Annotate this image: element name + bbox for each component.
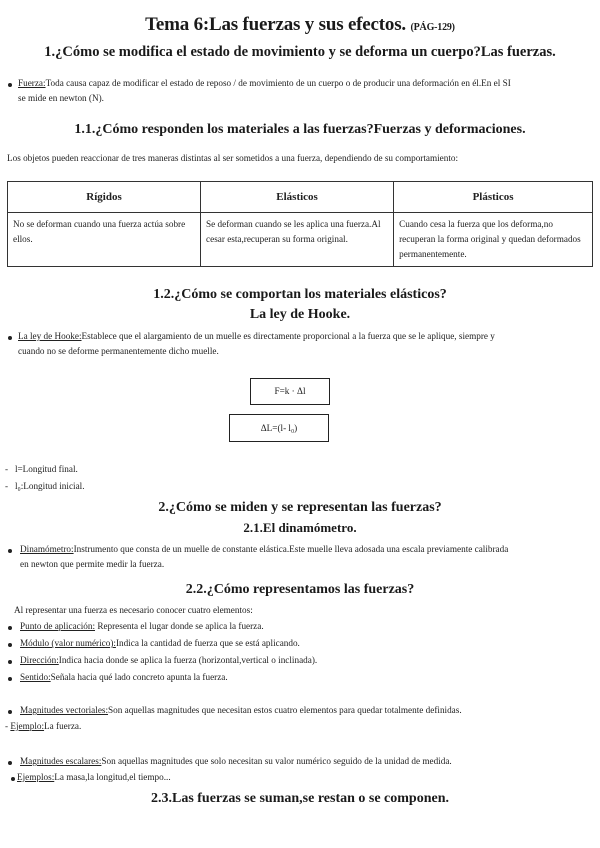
page-title (0, 14, 600, 36)
escalares-example (17, 770, 171, 785)
bullet-icon (8, 643, 12, 647)
table-cell: No se deforman cuando una fuerza actúa sobre ellos. (8, 213, 201, 267)
escalares-example-term: Ejemplos: (17, 772, 55, 782)
element-item (20, 670, 228, 685)
hooke-text-line1: Establece que el alargamiento de un muelle es directamente proporcional a la fuerza que se le aplique, siempre y (81, 331, 495, 341)
table-header: Elásticos (201, 182, 394, 213)
fuerza-text-line2: se mide en newton (N). (18, 93, 104, 103)
vectoriales-example: - Ejemplo:La fuerza. (5, 721, 82, 731)
page-reference: (PÁG-129) (410, 22, 455, 33)
section-1-heading: 1.¿Cómo se modifica el estado de movimiento y se deforma un cuerpo?Las fuerzas. (44, 44, 556, 60)
element-text: Indica la cantidad de fuerza que se está aplicando. (115, 638, 300, 648)
dinamometro-definition (20, 542, 595, 572)
table-cell: Cuando cesa la fuerza que los deforma,no recuperan la forma original y quedan deformados permanentemente. (394, 213, 593, 267)
def-final-length: - l=Longitud final. (5, 464, 78, 474)
bullet-icon (8, 549, 12, 553)
element-term: Sentido: (20, 672, 51, 682)
vectoriales-example-term: Ejemplo: (10, 721, 45, 731)
elements-intro: Al representar una fuerza es necesario conocer cuatro elementos: (14, 605, 253, 615)
bullet-icon (8, 761, 12, 765)
vectoriales-definition (20, 703, 462, 718)
element-term: Dirección: (20, 655, 59, 665)
table-header-row (8, 182, 593, 213)
table-header: Rígidos (8, 182, 201, 213)
section-2-3-heading: 2.3.Las fuerzas se suman,se restan o se componen. (150, 791, 449, 806)
table-header: Plásticos (394, 182, 593, 213)
bullet-icon (8, 710, 12, 714)
section-1-2-heading: 1.2.¿Cómo se comportan los materiales elásticos? (153, 287, 447, 302)
dinamometro-term: Dinamómetro: (20, 544, 74, 554)
title-main: Tema 6:Las fuerzas y sus efectos. (145, 14, 406, 35)
def-initial-length-text: l₀:Longitud inicial. (14, 481, 85, 491)
vectoriales-example-text: La fuerza. (44, 721, 82, 731)
escalares-text: Son aquellas magnitudes que solo necesitan su valor numérico seguido de la unidad de medida. (101, 756, 452, 766)
element-text: Señala hacia qué lado concreto apunta la fuerza. (50, 672, 228, 682)
materials-intro: Los objetos pueden reaccionar de tres maneras distintas al ser sometidos a una fuerza, dependiendo de su comportamiento: (7, 153, 459, 163)
bullet-icon (8, 677, 12, 681)
element-item (20, 636, 300, 651)
bullet-icon (8, 336, 12, 340)
table-row (8, 213, 593, 267)
def-initial-length: - l₀:Longitud inicial. (5, 481, 85, 491)
fuerza-text-line1: Toda causa capaz de modificar el estado de reposo / de movimiento de un cuerpo o de producir una deformación en él.En el SI (45, 78, 511, 88)
section-1-1-heading: 1.1.¿Cómo responden los materiales a las fuerzas?Fuerzas y deformaciones. (74, 122, 526, 137)
escalares-definition (20, 754, 452, 769)
section-2-1-heading: 2.1.El dinamómetro. (243, 520, 357, 535)
element-text: Representa el lugar donde se aplica la fuerza. (95, 621, 264, 631)
vectoriales-text: Son aquellas magnitudes que necesitan estos cuatro elementos para quedar totalmente definidas. (108, 705, 462, 715)
escalares-example-text: La masa,la longitud,el tiempo... (54, 772, 171, 782)
materials-table (7, 181, 593, 267)
def-final-length-text: l=Longitud final. (14, 464, 78, 474)
dinamometro-text-line2: en newton que permite medir la fuerza. (20, 559, 165, 569)
hooke-term: La ley de Hooke: (18, 331, 82, 341)
hooke-text-line2: cuando no se deforme permanentemente dicho muelle. (18, 346, 219, 356)
formula-hooke-box: F=k · Δl (250, 378, 330, 405)
formula-delta-box: ΔL=(l- l₀) (229, 414, 329, 442)
section-2-heading: 2.¿Cómo se miden y se representan las fuerzas? (158, 500, 442, 515)
vectoriales-term: Magnitudes vectoriales: (20, 705, 109, 715)
hooke-definition (18, 329, 590, 359)
bullet-icon (8, 83, 12, 87)
bullet-icon (11, 777, 15, 781)
element-term: Módulo (valor numérico): (20, 638, 116, 648)
escalares-term: Magnitudes escalares: (20, 756, 102, 766)
section-2-2-heading: 2.2.¿Cómo representamos las fuerzas? (185, 582, 415, 597)
bullet-icon (8, 626, 12, 630)
table-cell: Se deforman cuando se les aplica una fuerza.Al cesar esta,recuperan su forma original. (201, 213, 394, 267)
fuerza-term: Fuerza: (18, 78, 46, 88)
element-item (20, 619, 264, 634)
element-term: Punto de aplicación: (20, 621, 96, 631)
element-text: Indica hacia donde se aplica la fuerza (horizontal,vertical o inclinada). (58, 655, 318, 665)
bullet-icon (8, 660, 12, 664)
element-item (20, 653, 317, 668)
section-1-2-subheading: La ley de Hooke. (249, 307, 351, 322)
fuerza-definition (18, 76, 590, 106)
dinamometro-text-line1: Instrumento que consta de un muelle de constante elástica.Este muelle lleva adosada una escala previamente calibrada (73, 544, 509, 554)
